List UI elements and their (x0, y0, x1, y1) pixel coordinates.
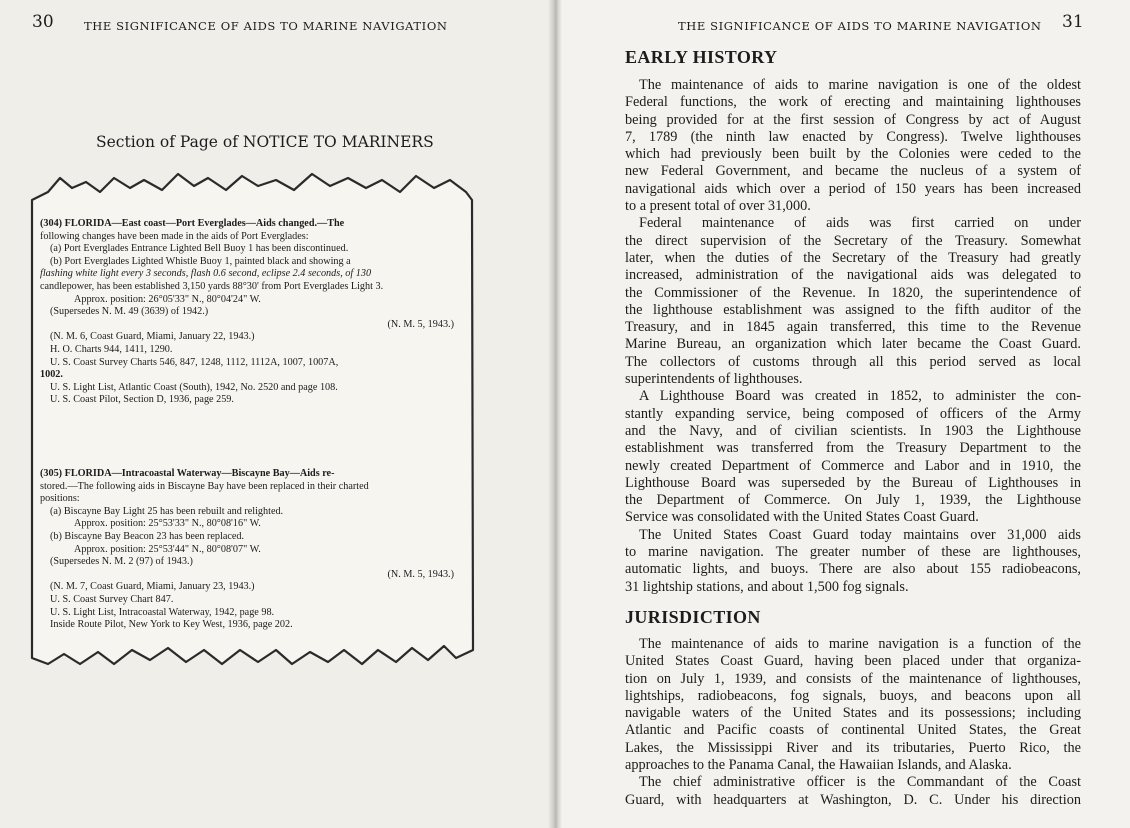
text-line: the Commissioner of the Revenue. In 1820, the superintendence of (625, 284, 1081, 301)
text-line: automatic lights, and buoys. There are also about 155 radiobeacons, (625, 561, 1081, 578)
text-line: Guard, with headquarters at Washington, D. C. Under his direction (625, 791, 1081, 808)
notice-line: following changes have been made in the aids of Port Everglades: (40, 230, 309, 242)
notice-line: stored.—The following aids in Biscayne Bay have been replaced in their charted (40, 480, 369, 492)
early-history-text (625, 77, 1081, 596)
text-line: United States Coast Guard, having been placed under that organiza- (625, 653, 1081, 670)
text-line: establishment was transferred from the Treasury Department to the (625, 440, 1081, 457)
text-line: navigational aids which over a period of 150 years has been increased (625, 180, 1081, 197)
text-line: later, when the duties of the Secretary of the Treasury had greatly (625, 249, 1081, 266)
notice-line: U. S. Coast Survey Charts 546, 847, 1248, 1112, 1112A, 1007, 1007A, (50, 356, 339, 368)
book-gutter (548, 0, 562, 828)
notice-line: Approx. position: 26°05'33" N., 80°04'24" W. (74, 293, 261, 305)
section-heading-jurisdiction: JURISDICTION (625, 607, 761, 627)
notice-line: (304) FLORIDA—East coast—Port Everglades—Aids changed.—The (40, 218, 345, 229)
notice-line: H. O. Charts 944, 1411, 1290. (50, 343, 173, 355)
clipping-caption: Section of Page of NOTICE TO MARINERS (96, 133, 434, 151)
notice-line: (a) Biscayne Bay Light 25 has been rebuilt and relighted. (50, 505, 284, 517)
notice-line: Inside Route Pilot, New York to Key West, 1936, page 202. (50, 619, 293, 631)
text-line: Federal functions, the work of erecting and maintaining lighthouses (625, 94, 1081, 111)
text-line: to marine navigation. The greater number of these are lighthouses, (625, 544, 1081, 561)
page-number-left: 30 (32, 12, 54, 32)
text-line: Treasury, and in 1845 again transferred, this time to the Revenue (625, 319, 1081, 336)
text-line: the direct supervision of the Secretary of the Treasury. Somewhat (625, 232, 1081, 249)
text-line: superintendents of lighthouses. (625, 371, 803, 388)
notice-line: (N. M. 7, Coast Guard, Miami, January 23, 1943.) (50, 581, 255, 593)
notice-line: (b) Port Everglades Lighted Whistle Buoy 1, painted black and showing a (50, 255, 351, 267)
notice-line: 1002. (40, 369, 63, 381)
notice-line: flashing white light every 3 seconds, flash 0.6 second, eclipse 2.4 seconds, of 130 (40, 268, 372, 280)
running-head-right: THE SIGNIFICANCE OF AIDS TO MARINE NAVIGATION (678, 19, 1042, 33)
notice-line: (a) Port Everglades Entrance Lighted Bell Buoy 1 has been discontinued. (50, 243, 349, 255)
text-line: stantly expanding service, being composed of officers of the Army (625, 405, 1081, 422)
text-line: lightships, radiobeacons, fog signals, buoys, and beacons upon all (625, 687, 1081, 704)
notice-line: (b) Biscayne Bay Beacon 23 has been replaced. (50, 530, 245, 542)
text-line: increased, administration of the navigational aids was delegated to (625, 267, 1081, 284)
notice-line: positions: (40, 493, 80, 505)
text-line: A Lighthouse Board was created in 1852, to administer the con- (639, 388, 1081, 405)
jurisdiction-text (625, 636, 1081, 809)
running-head-left: THE SIGNIFICANCE OF AIDS TO MARINE NAVIGATION (84, 19, 448, 33)
text-line: the Department of Commerce. On July 1, 1939, the Lighthouse (625, 492, 1081, 509)
text-line: the lighthouse establishment was assigned to the fifth auditor of the (625, 301, 1081, 318)
text-line: Lighthouse Board was superseded by the Bureau of Lighthouses in (625, 474, 1081, 491)
page-number-right: 31 (1062, 12, 1084, 32)
text-line: The maintenance of aids to marine navigation is one of the oldest (639, 77, 1081, 93)
section-heading-early-history: EARLY HISTORY (625, 47, 778, 67)
text-line: The chief administrative officer is the Commandant of the Coast (639, 774, 1081, 791)
notice-line: (Supersedes N. M. 49 (3639) of 1942.) (50, 306, 209, 318)
text-line: Atlantic and Pacific coasts of continental United States, the Great (625, 722, 1081, 739)
notice-line: (N. M. 5, 1943.) (387, 568, 454, 580)
text-line: which had previously been built by the Colonies were ceded to the (625, 146, 1081, 163)
text-line: newly created Department of Commerce and Labor and in 1910, the (625, 457, 1081, 474)
notice-clipping (26, 170, 478, 700)
text-line: The maintenance of aids to marine navigation is a function of the (639, 636, 1081, 652)
notice-line: U. S. Coast Survey Chart 847. (50, 593, 174, 605)
text-line: The United States Coast Guard today maintains over 31,000 aids (639, 526, 1081, 543)
notice-line: (N. M. 5, 1943.) (387, 318, 454, 330)
notice-line: (Supersedes N. M. 2 (97) of 1943.) (50, 556, 193, 568)
text-line: approaches to the Panama Canal, the Hawaiian Islands, and Alaska. (625, 757, 1012, 774)
notice-line: U. S. Coast Pilot, Section D, 1936, page 259. (50, 394, 234, 406)
text-line: Service was consolidated with the United States Coast Guard. (625, 509, 979, 526)
notice-line: Approx. position: 25°53'33" N., 80°08'16" W. (74, 518, 261, 530)
text-line: Federal maintenance of aids was first carried on under (639, 215, 1081, 232)
notice-line: (305) FLORIDA—Intracoastal Waterway—Biscayne Bay—Aids re- (40, 468, 335, 479)
notice-line: candlepower, has been established 3,150 yards 88°30' from Port Everglades Light 3. (40, 280, 384, 292)
text-line: being provided for at the first session of Congress by act of August (625, 111, 1081, 128)
text-line: to a present total of over 31,000. (625, 198, 811, 215)
notice-line: Approx. position: 25°53'44" N., 80°08'07" W. (74, 543, 261, 555)
text-line: navigable waters of the United States and its possessions; including (625, 705, 1081, 722)
notice-305 (40, 468, 466, 632)
text-line: new Federal Government, and became the nucleus of a system of (625, 163, 1081, 180)
text-line: 31 lightship stations, and about 1,500 fog signals. (625, 578, 909, 595)
text-line: 7, 1789 (the ninth law enacted by Congress). Twelve lighthouses (625, 128, 1081, 145)
left-page (0, 0, 556, 828)
text-line: The collectors of customs through all this period served as local (625, 353, 1081, 370)
notice-line: (N. M. 6, Coast Guard, Miami, January 22, 1943.) (50, 331, 255, 343)
text-line: Marine Bureau, an organization which later became the Coast Guard. (625, 336, 1081, 353)
notice-304 (40, 218, 466, 407)
text-line: tion on July 1, 1939, and consists of the maintenance of lighthouses, (625, 670, 1081, 687)
text-line: Lakes, the Mississippi River and its tributaries, Puerto Rico, the (625, 739, 1081, 756)
notice-line: U. S. Light List, Intracoastal Waterway, 1942, page 98. (50, 606, 275, 618)
notice-line: U. S. Light List, Atlantic Coast (South), 1942, No. 2520 and page 108. (50, 381, 338, 393)
text-line: and the Navy, and of civilian scientists. In 1903 the Lighthouse (625, 422, 1081, 439)
